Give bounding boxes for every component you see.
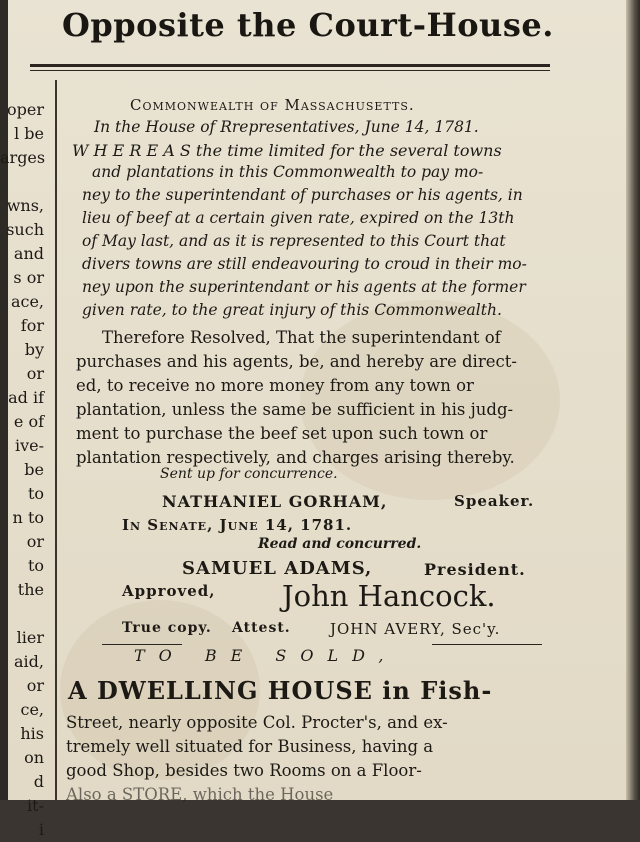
left-column-fragment: or bbox=[26, 676, 44, 695]
whereas-line: ney to the superintendant of purchases or his agents, in bbox=[82, 186, 523, 204]
separator-rule bbox=[432, 644, 542, 645]
left-column-fragment: wns, bbox=[6, 196, 44, 215]
left-column-fragments bbox=[0, 98, 50, 842]
page-fold-right bbox=[626, 0, 640, 800]
governor-signature: John Hancock. bbox=[282, 579, 496, 613]
resolved-line: Therefore Resolved, That the superintendant of bbox=[102, 328, 501, 347]
left-column-fragment: d bbox=[33, 772, 44, 791]
separator-rule bbox=[102, 644, 182, 645]
left-column-fragment: it- bbox=[27, 796, 44, 815]
left-column-fragment: ace, bbox=[10, 292, 44, 311]
left-column-fragment: and bbox=[13, 244, 44, 263]
ad-body-line: tremely well situated for Business, having a bbox=[66, 737, 434, 756]
left-column-fragment: ad if bbox=[8, 388, 44, 407]
whereas-line: of May last, and as it is represented to this Court that bbox=[82, 232, 506, 250]
left-column-fragment: be bbox=[24, 460, 44, 479]
left-column-fragment bbox=[0, 602, 50, 626]
whereas-line: W H E R E A S the time limited for the several towns bbox=[72, 141, 502, 160]
left-column-fragment: i bbox=[38, 820, 44, 839]
left-column-fragment: to bbox=[27, 556, 44, 575]
resolved-line: plantation respectively, and charges arising thereby. bbox=[76, 448, 515, 467]
whereas-line: and plantations in this Commonwealth to pay mo- bbox=[92, 163, 484, 181]
president-name: SAMUEL ADAMS, bbox=[182, 558, 373, 579]
left-column-fragment: or bbox=[26, 532, 44, 551]
left-column-fragment: or bbox=[26, 364, 44, 383]
left-column-fragment: s or bbox=[13, 268, 44, 287]
left-column-fragment: his bbox=[20, 724, 44, 743]
ad-body-line: Also a STORE, which the House bbox=[66, 785, 334, 804]
speaker-title: Speaker. bbox=[454, 492, 535, 510]
header-rule-thin bbox=[30, 70, 550, 71]
read-line: Read and concurred. bbox=[258, 536, 422, 552]
whereas-line: given rate, to the great injury of this Commonwealth. bbox=[82, 301, 502, 319]
ad-headline: A DWELLING HOUSE in Fish- bbox=[68, 676, 493, 705]
whereas-line: divers towns are still endeavouring to croud in their mo- bbox=[82, 255, 527, 273]
whereas-line: ney upon the superintendant or his agents at the former bbox=[82, 278, 526, 296]
whereas-line: lieu of beef at a certain given rate, expired on the 13th bbox=[82, 209, 515, 227]
resolved-line: ed, to receive no more money from any town or bbox=[76, 376, 474, 395]
left-column-fragment: oper bbox=[7, 100, 44, 119]
left-column-fragment: such bbox=[6, 220, 44, 239]
senate-line: In Senate, June 14, 1781. bbox=[122, 516, 353, 534]
left-column-fragment: ive- bbox=[14, 436, 44, 455]
approved-label: Approved, bbox=[122, 582, 216, 600]
resolved-line: plantation, unless the same be sufficient in his judg- bbox=[76, 400, 514, 419]
left-column-fragment: to bbox=[27, 484, 44, 503]
left-column-fragment: arges bbox=[0, 148, 46, 167]
header-rule bbox=[30, 64, 550, 67]
masthead-line: Opposite the Court-House. bbox=[62, 6, 554, 44]
left-column-fragment bbox=[0, 170, 50, 194]
left-column-fragment: aid, bbox=[14, 652, 44, 671]
sent-up-line: Sent up for concurrence. bbox=[160, 466, 338, 482]
resolved-line: purchases and his agents, be, and hereby are direct- bbox=[76, 352, 517, 371]
house-line: In the House of Rrepresentatives, June 14, 1781. bbox=[94, 118, 479, 136]
left-column-fragment: ce, bbox=[20, 700, 44, 719]
left-column-fragment: n to bbox=[12, 508, 44, 527]
true-copy-label: True copy. bbox=[122, 620, 212, 636]
left-column-fragment: the bbox=[17, 580, 44, 599]
attest-label: Attest. bbox=[232, 620, 291, 636]
speaker-name: NATHANIEL GORHAM, bbox=[162, 492, 388, 511]
column-divider bbox=[55, 80, 57, 800]
ad-body-line: Street, nearly opposite Col. Procter's, and ex- bbox=[66, 713, 448, 732]
president-title: President. bbox=[424, 560, 526, 579]
notice-heading: Commonwealth of Massachusetts. bbox=[130, 96, 415, 114]
left-column-fragment: lier bbox=[16, 628, 44, 647]
secretary-name: JOHN AVERY, Sec'y. bbox=[330, 620, 501, 638]
left-column-fragment: e of bbox=[13, 412, 44, 431]
left-column-fragment: l be bbox=[14, 124, 44, 143]
ad-body-line: good Shop, besides two Rooms on a Floor- bbox=[66, 761, 422, 780]
left-column-fragment: for bbox=[20, 316, 44, 335]
resolved-line: ment to purchase the beef set upon such town or bbox=[76, 424, 488, 443]
left-column-fragment: on bbox=[24, 748, 44, 767]
left-column-fragment: by bbox=[24, 340, 44, 359]
to-be-sold-line: TO BE SOLD, bbox=[134, 646, 398, 665]
